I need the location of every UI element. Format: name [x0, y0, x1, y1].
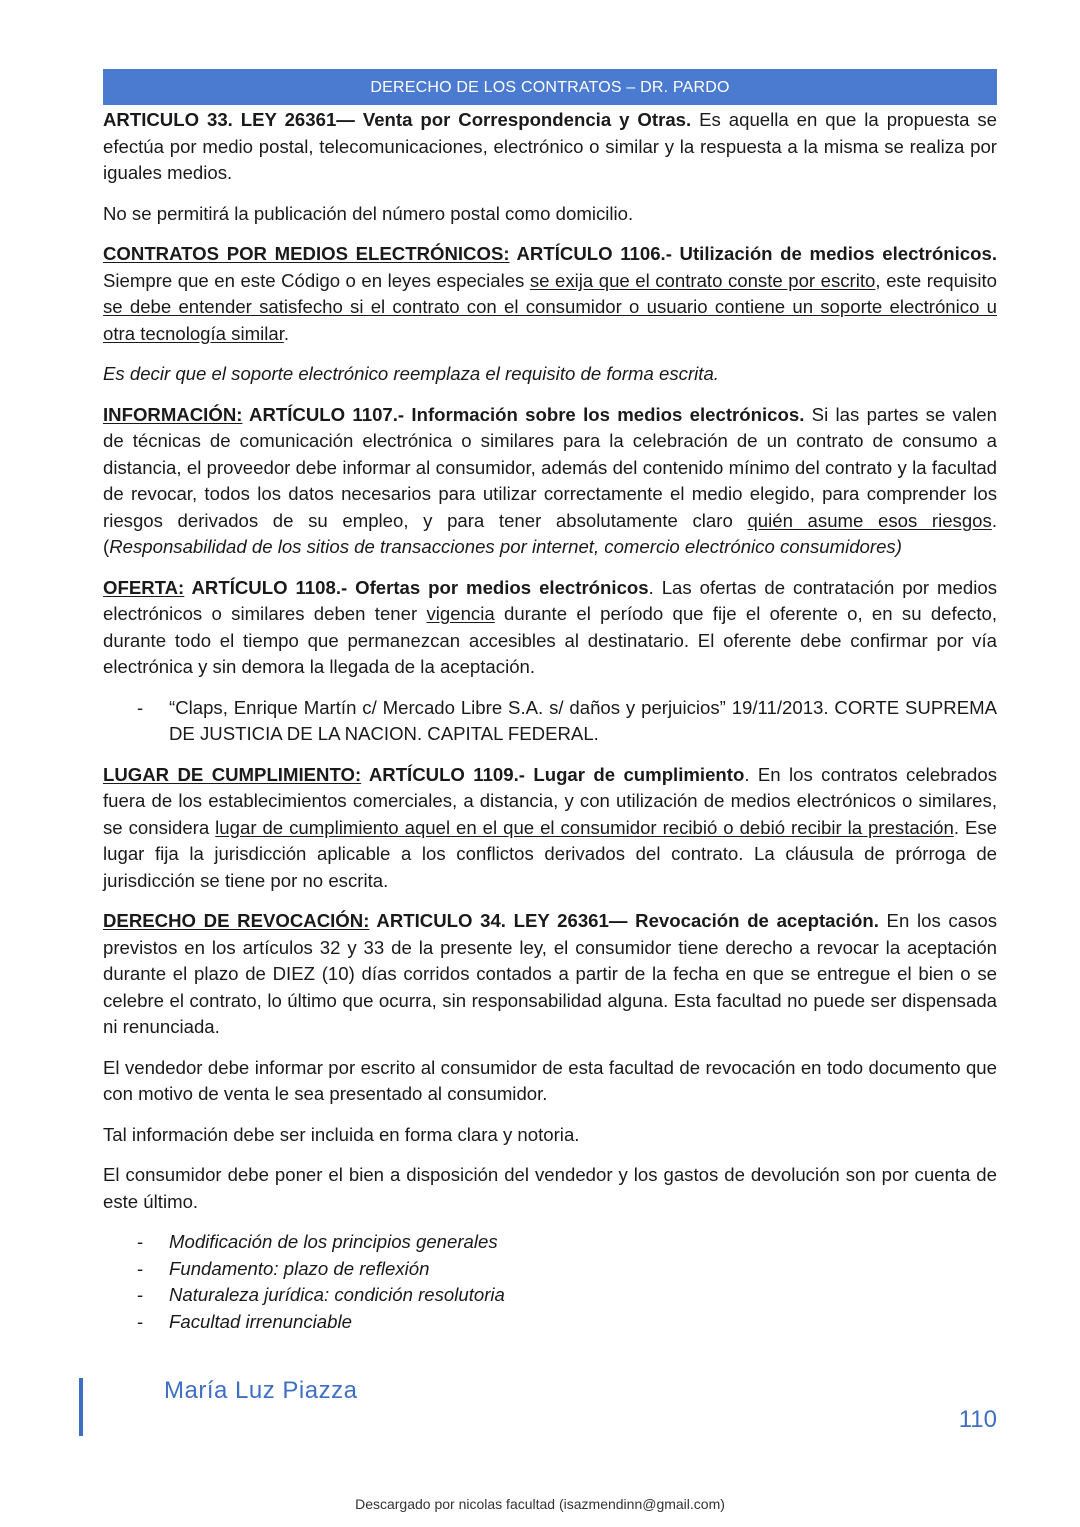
paragraph-derecho-revocacion: DERECHO DE REVOCACIÓN: ARTICULO 34. LEY 26361— Revocación de aceptación. En los casos previstos en los artículos 32 y 33 de la presente ley, el consumidor tiene derecho a revocar la aceptación durante el plazo de DIEZ (10) días corridos contados a partir de la fecha en que se entregue el bien o se celebre el contrato, lo último que ocurra, sin responsabilidad alguna. Esta facultad no puede ser dispensada ni renunciada.: [103, 910, 997, 1037]
section-label: INFORMACIÓN:: [103, 403, 243, 425]
list-item: - Fundamento: plazo de reflexión: [103, 1256, 997, 1283]
paragraph-contratos-electronicos: CONTRATOS POR MEDIOS ELECTRÓNICOS: ARTÍCULO 1106.- Utilización de medios electrónicos. Siempre que en este Código o en leyes especiales se exija que el contrato conste por escrito, este requisito se debe entender satisfecho si el contrato con el consumidor o usuario contiene un soporte electrónico u otra tecnología similar.: [103, 243, 997, 344]
paragraph-articulo-33: ARTICULO 33. LEY 26361— Venta por Correspondencia y Otras. Es aquella en que la propuesta se efectúa por medio postal, telecomunicaciones, electrónico o similar y la respuesta a la misma se realiza por iguales medios.: [103, 109, 997, 183]
section-label: LUGAR DE CUMPLIMIENTO:: [103, 763, 362, 785]
article-heading: ARTÍCULO 1106.- Utilización de medios electrónicos.: [509, 243, 997, 264]
list-dash: -: [137, 1284, 144, 1305]
paragraph-gastos-devolucion: El consumidor debe poner el bien a disposición del vendedor y los gastos de devolución son por cuenta de este último.: [103, 1164, 997, 1212]
article-heading: ARTÍCULO 1109.- Lugar de cumplimiento: [361, 763, 745, 785]
paragraph-soporte-electronico: Es decir que el soporte electrónico reemplaza el requisito de forma escrita.: [103, 363, 719, 384]
page-body: [103, 107, 997, 1349]
paragraph-oferta: OFERTA: ARTÍCULO 1108.- Ofertas por medios electrónicos. Las ofertas de contratación por medios electrónicos o similares deben tener vigencia durante el período que fije el oferente o, en su defecto, durante todo el tiempo que permanezcan accesibles al destinatario. El oferente debe confirmar por vía electrónica y sin demora la llegada de la aceptación.: [103, 576, 997, 677]
author-name: María Luz Piazza: [164, 1377, 358, 1404]
footer-accent-bar: [79, 1378, 83, 1436]
section-label: DERECHO DE REVOCACIÓN:: [103, 910, 370, 931]
article-heading: ARTICULO 34. LEY 26361— Revocación de aceptación.: [369, 910, 879, 931]
paragraph-informacion-clara: Tal información debe ser incluida en forma clara y notoria.: [103, 1123, 580, 1145]
list-item: - Facultad irrenunciable: [103, 1309, 997, 1336]
characteristics-list: [103, 1229, 997, 1335]
paragraph-informacion: INFORMACIÓN: ARTÍCULO 1107.- Información sobre los medios electrónicos. Si las partes se valen de técnicas de comunicación electrónica o similares para la celebración de un contrato de consumo a distancia, el proveedor debe informar al consumidor, además del contenido mínimo del contrato y la facultad de revocar, todos los datos necesarios para utilizar correctamente el medio elegido, para comprender los riesgos derivados de su empleo, y para tener absolutamente claro quién asume esos riesgos. (Responsabilidad de los sitios de transacciones por internet, comercio electrónico consumidores): [103, 403, 997, 557]
paragraph-lugar-cumplimiento: LUGAR DE CUMPLIMIENTO: ARTÍCULO 1109.- Lugar de cumplimiento. En los contratos celebrados fuera de los establecimientos comerciales, a distancia, y con utilización de medios electrónicos o similares, se considera lugar de cumplimiento aquel en el que el consumidor recibió o debió recibir la prestación. Ese lugar fija la jurisdicción aplicable a los conflictos derivados del contrato. La cláusula de prórroga de jurisdicción se tiene por no escrita.: [103, 763, 998, 891]
jurisprudence-list: [103, 695, 997, 748]
list-dash: -: [137, 1310, 144, 1332]
article-heading: ARTÍCULO 1107.- Información sobre los medios electrónicos.: [242, 403, 805, 425]
list-item: - Modificación de los principios generales: [103, 1229, 997, 1256]
page-number: 110: [958, 1406, 997, 1433]
list-dash: -: [137, 1257, 144, 1279]
list-dash: -: [137, 1231, 144, 1252]
article-heading: ARTICULO 33. LEY 26361— Venta por Correspondencia y Otras.: [103, 109, 692, 130]
list-item: - Naturaleza jurídica: condición resolutoria: [103, 1282, 997, 1309]
article-heading: ARTÍCULO 1108.- Ofertas por medios electrónicos: [184, 576, 649, 598]
page-header: [103, 69, 997, 105]
paragraph-numero-postal: No se permitirá la publicación del número postal como domicilio.: [103, 202, 634, 224]
list-dash: -: [137, 696, 144, 718]
header-title: DERECHO DE LOS CONTRATOS – DR. PARDO: [370, 79, 730, 96]
download-note: Descargado por nicolas facultad (isazmendinn@gmail.com): [355, 1496, 725, 1512]
list-item: - “Claps, Enrique Martín c/ Mercado Libre S.A. s/ daños y perjuicios” 19/11/2013. CORTE SUPREMA DE JUSTICIA DE LA NACION. CAPITAL FEDERAL.: [137, 696, 997, 744]
section-label: CONTRATOS POR MEDIOS ELECTRÓNICOS:: [103, 243, 510, 264]
paragraph-vendedor-informar: El vendedor debe informar por escrito al consumidor de esta facultad de revocación en todo documento que con motivo de venta le sea presentado al consumidor.: [103, 1056, 997, 1104]
section-label: OFERTA:: [103, 576, 185, 598]
